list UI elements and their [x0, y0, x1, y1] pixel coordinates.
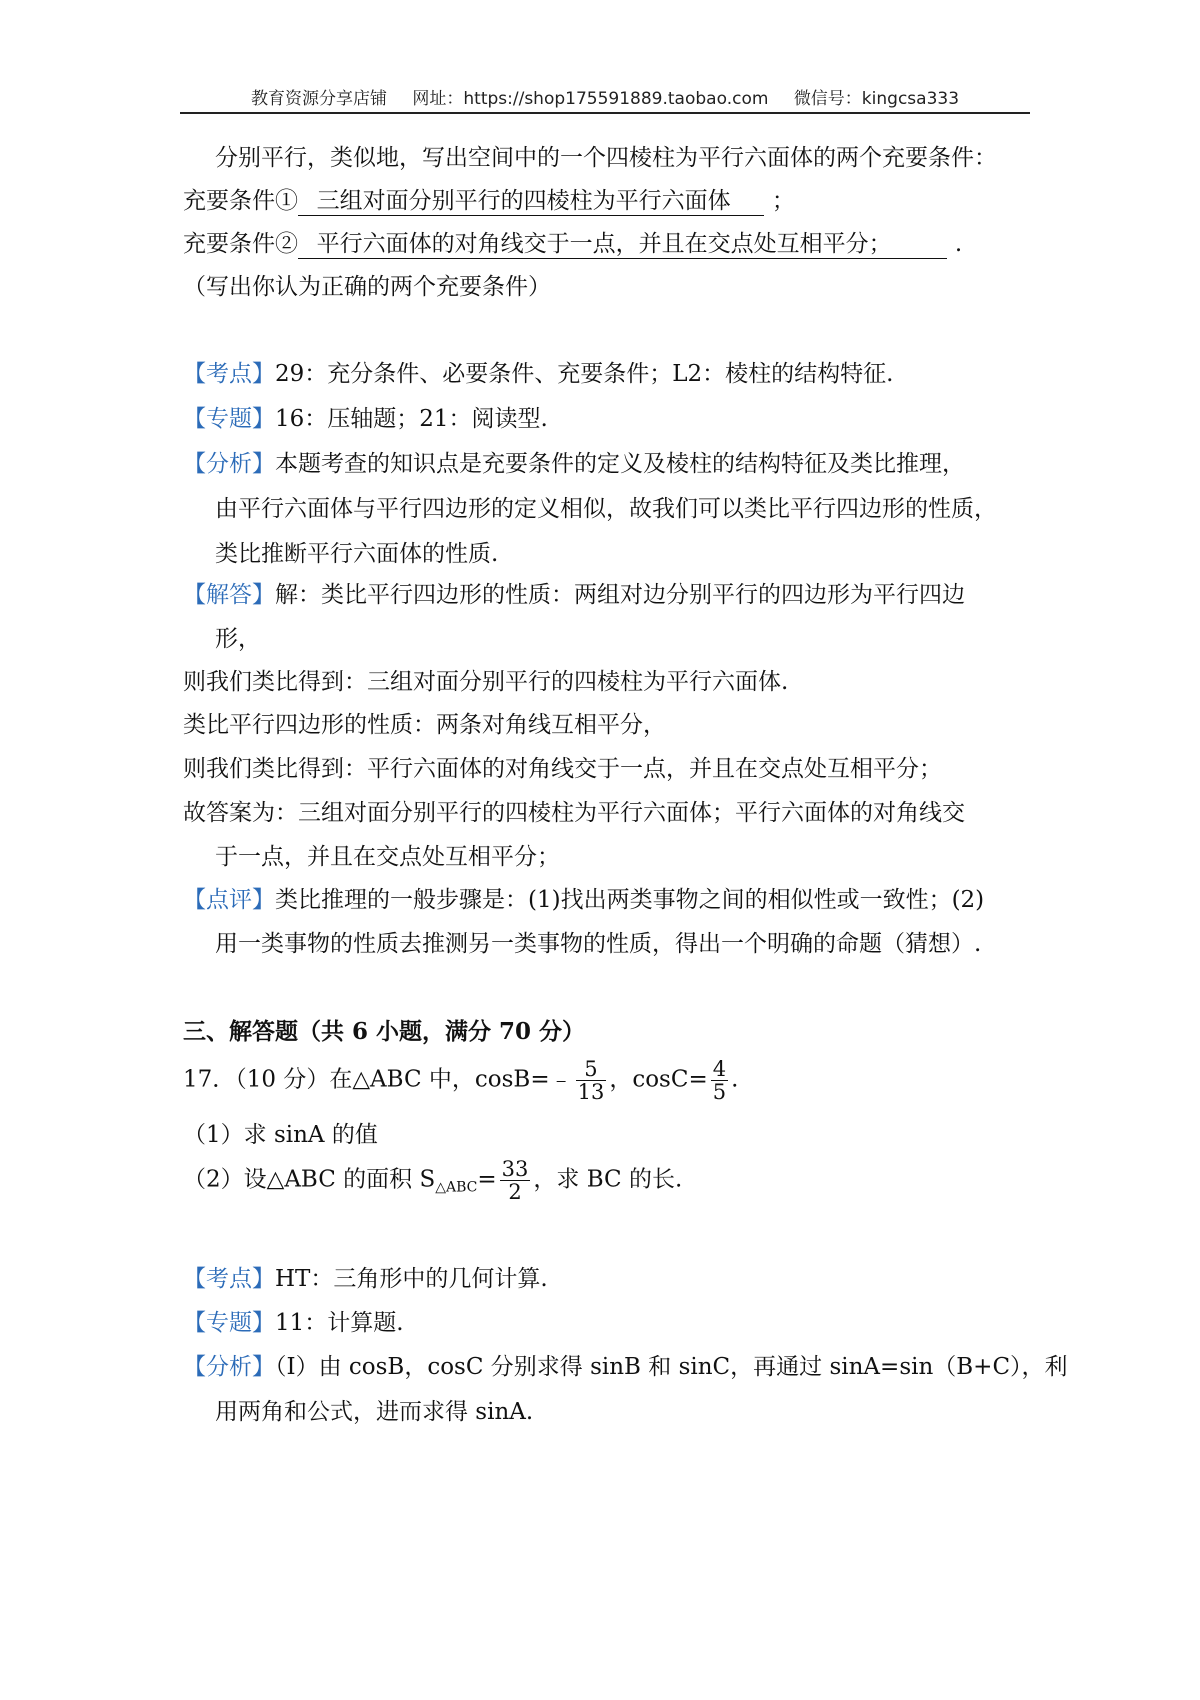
q16-cond2-answer: 平行六面体的对角线交于一点，并且在交点处互相平分；	[298, 231, 947, 259]
page-header	[180, 84, 1030, 109]
fenxi-text-1: 本题考查的知识点是充要条件的定义及棱柱的结构特征及类比推理，	[275, 451, 965, 477]
fraction-cosb: $\frac{5}{13}$	[577, 1057, 605, 1104]
q16-cond2-label: 充要条件②	[183, 231, 298, 257]
fenxi-tag: 【分析】	[183, 451, 275, 477]
kaodian-tag: 【考点】	[183, 1266, 275, 1292]
header-rule	[180, 112, 1030, 114]
q16-note: （写出你认为正确的两个充要条件）	[183, 274, 551, 300]
q16-kaodian	[183, 359, 893, 389]
fraction-cosc: $\frac{4}{5}$	[712, 1057, 727, 1104]
q16-cond2-end: .	[954, 231, 963, 257]
section3-title: 三、解答题（共 6 小题，满分 70 分）	[183, 1018, 586, 1045]
q17-part2	[183, 1158, 682, 1203]
q17-kaodian	[183, 1264, 548, 1294]
kaodian-text: 29：充分条件、必要条件、充要条件；L2：棱柱的结构特征.	[275, 361, 894, 387]
kaodian-text: HT：三角形中的几何计算.	[275, 1266, 548, 1292]
kaodian-tag: 【考点】	[183, 361, 275, 387]
dianping-text-2: 用一类事物的性质去推测另一类事物的性质，得出一个明确的命题（猜想）.	[215, 931, 982, 957]
q17-part2-sub: △ABC	[435, 1179, 478, 1196]
header-wechat: 微信号：kingcsa333	[793, 89, 960, 109]
zhuanti-tag: 【专题】	[183, 406, 275, 432]
q17-stem-c: .	[731, 1066, 739, 1093]
jieda-text-2: 形，	[215, 626, 261, 652]
q17-fenxi	[183, 1352, 1068, 1382]
jieda-text-5: 则我们类比得到：平行六面体的对角线交于一点，并且在交点处互相平分；	[183, 756, 942, 782]
q17-stem	[183, 1058, 738, 1103]
jieda-text-3: 则我们类比得到：三组对面分别平行的四棱柱为平行六面体.	[183, 669, 789, 695]
jieda-text-7: 于一点，并且在交点处互相平分；	[215, 844, 560, 870]
q17-zhuanti	[183, 1308, 404, 1338]
zhuanti-tag: 【专题】	[183, 1310, 275, 1336]
q16-cond2	[183, 229, 962, 259]
q17-stem-a: 17．（10 分）在△ABC 中，cosB=﹣	[183, 1066, 573, 1093]
zhuanti-text: 11：计算题.	[275, 1310, 404, 1336]
q16-cond1-label: 充要条件①	[183, 188, 298, 214]
q16-intro: 分别平行，类似地，写出空间中的一个四棱柱为平行六面体的两个充要条件：	[215, 145, 997, 171]
jieda-text-6: 故答案为：三组对面分别平行的四棱柱为平行六面体；平行六面体的对角线交	[183, 800, 965, 826]
fenxi-text-3: 类比推断平行六面体的性质.	[215, 541, 499, 567]
q16-zhuanti	[183, 404, 548, 434]
q17-stem-b: ，cosC=	[609, 1066, 708, 1093]
q17-part2-a: （2）设△ABC 的面积 S	[183, 1166, 436, 1193]
header-url: 网址：https://shop175591889.taobao.com	[412, 89, 769, 109]
fenxi-text-2: 由平行六面体与平行四边形的定义相似，故我们可以类比平行四边形的性质，	[215, 496, 997, 522]
fenxi-tag: 【分析】	[183, 1354, 275, 1380]
zhuanti-text: 16：压轴题；21：阅读型.	[275, 406, 548, 432]
q16-cond1-end: ；	[771, 188, 795, 214]
fenxi-text-2: 用两角和公式，进而求得 sinA.	[215, 1399, 534, 1425]
dianping-text-1: 类比推理的一般步骤是：(1)找出两类事物之间的相似性或一致性；(2)	[275, 887, 985, 913]
q17-part2-b: ，求 BC 的长.	[533, 1166, 683, 1193]
q16-fenxi	[183, 449, 965, 479]
q17-part1: （1）求 sinA 的值	[183, 1122, 378, 1148]
fraction-area: $\frac{33}{2}$	[501, 1157, 529, 1204]
fenxi-text-1: （Ⅰ）由 cosB，cosC 分别求得 sinB 和 sinC，再通过 sinA=sin（B+C），利	[275, 1354, 1068, 1380]
q17-part2-eq: =	[477, 1166, 497, 1193]
dianping-tag: 【点评】	[183, 887, 275, 913]
jieda-text-4: 类比平行四边形的性质：两条对角线互相平分，	[183, 712, 666, 738]
q16-cond1	[183, 186, 795, 216]
jieda-tag: 【解答】	[183, 582, 275, 608]
jieda-text-1: 解：类比平行四边形的性质：两组对边分别平行的四边形为平行四边	[275, 582, 965, 608]
q16-dianping	[183, 885, 984, 915]
header-shop: 教育资源分享店铺	[250, 89, 387, 109]
q16-cond1-answer: 三组对面分别平行的四棱柱为平行六面体	[298, 188, 764, 216]
q16-jieda	[183, 580, 965, 610]
